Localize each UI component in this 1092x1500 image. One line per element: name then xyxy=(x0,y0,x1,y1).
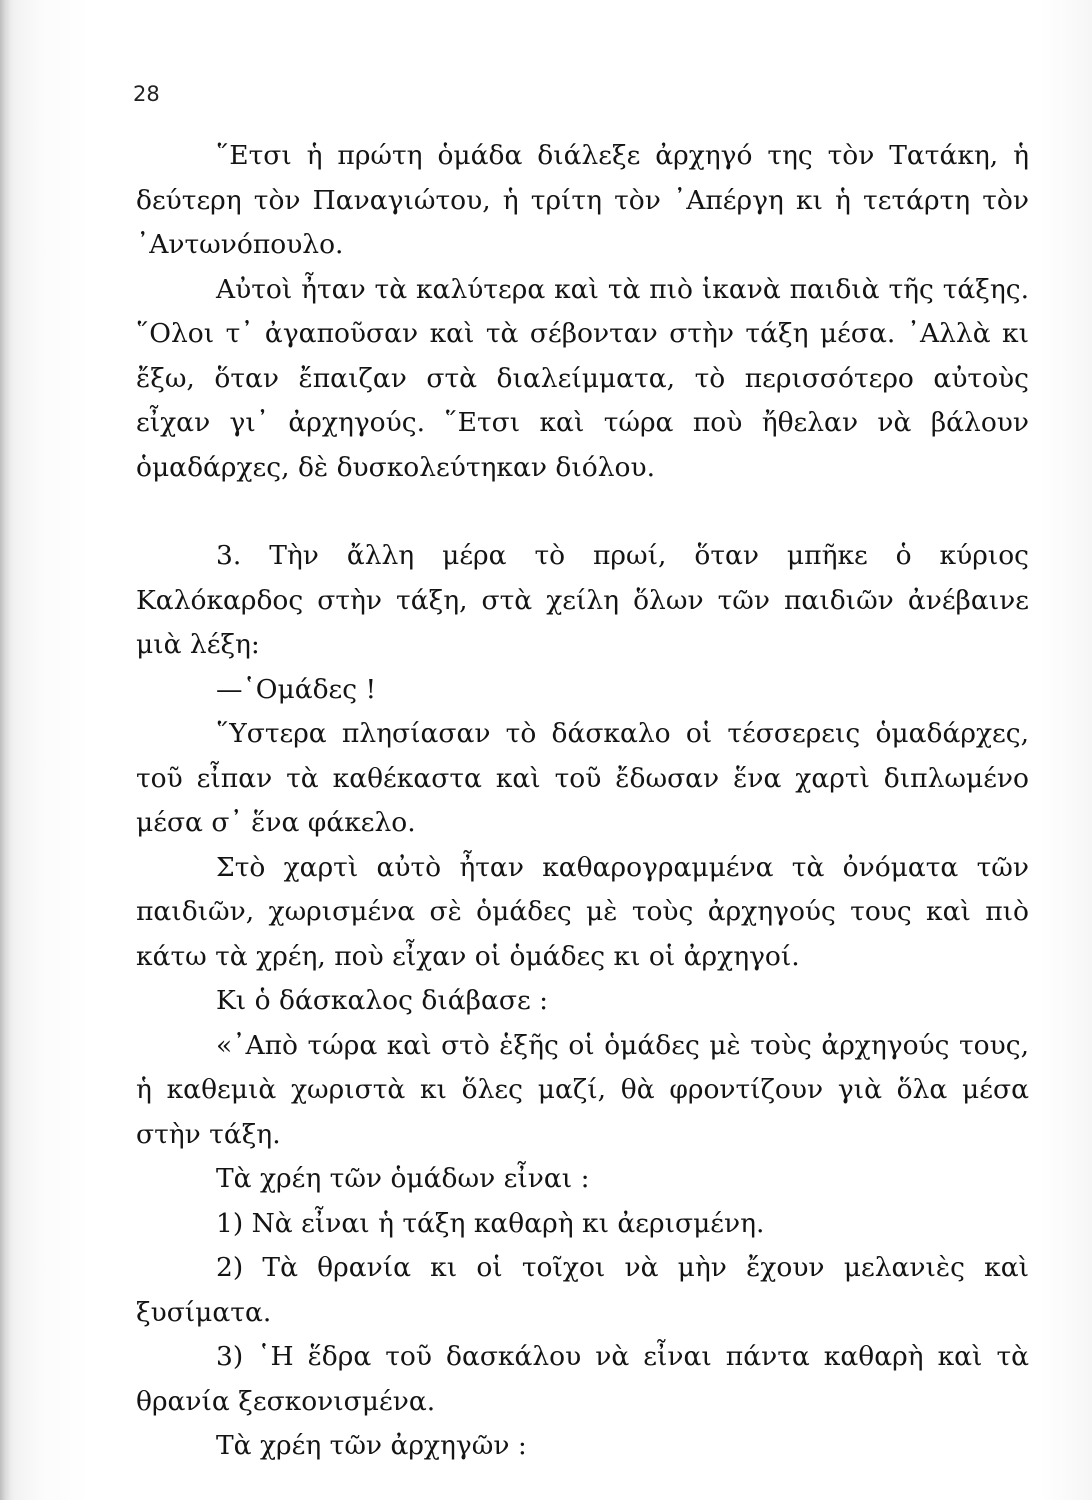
paragraph-3-section-start: 3. Τὴν ἄλλη μέρα τὸ πρωί, ὅταν μπῆκε ὁ κύριος Καλόκαρδος στὴν τάξη, στὰ χείλη ὅλων τῶν παιδιῶν ἀνέβαινε μιὰ λέξη: xyxy=(136,540,1029,660)
list-item-2: 2) Τὰ θρανία κι οἱ τοῖχοι νὰ μὴν ἔχουν μελανιὲς καὶ ξυσίματα. xyxy=(136,1252,1029,1328)
paragraph-6: Στὸ χαρτὶ αὐτὸ ἦταν καθαρογραμμένα τὰ ὀνόματα τῶν παιδιῶν, χωρισμένα σὲ ὁμάδες μὲ τοὺς ἀρχηγούς τους καὶ πιὸ κάτω τὰ χρέη, ποὺ εἶχαν οἱ ὁμάδες κι οἱ ἀρχηγοί. xyxy=(136,851,1029,972)
paragraph-1: ῞Ετσι ἡ πρώτη ὁμάδα διάλεξε ἀρχηγό της τὸν Τατάκη, ἡ δεύτερη τὸν Παναγιώτου, ἡ τρίτη τὸν ᾿Απέργη κι ἡ τετάρτη τὸν ᾿Αντωνόπουλο. xyxy=(136,140,1029,260)
paragraph-4-exclamation: —῾Ομάδες ! xyxy=(216,673,377,705)
paragraph-2: Αὐτοὶ ἦταν τὰ καλύτερα καὶ τὰ πιὸ ἱκανὰ παιδιὰ τῆς τάξης. ῞Ολοι τ᾿ ἀγαποῦσαν καὶ τὰ σέβονταν στὴν τάξη μέσα. ᾿Αλλὰ κι ἔξω, ὅταν ἔπαιζαν στὰ διαλείμματα, τὸ περισσότερο αὐτοὺς εἶχαν γι᾿ ἀρχηγούς. ῞Ετσι καὶ τώρα ποὺ ἤθελαν νὰ βάλουν ὁμαδάρχες, δὲ δυσκολεύτηκαν διόλου. xyxy=(136,273,1029,483)
paragraph-8-quote-start: «᾿Απὸ τώρα καὶ στὸ ἑξῆς οἱ ὁμάδες μὲ τοὺς ἀρχηγούς τους, ἡ καθεμιὰ χωριστὰ κι ὅλες μαζί, θὰ φροντίζουν γιὰ ὅλα μέσα στὴν τάξη. xyxy=(136,1029,1029,1150)
paragraph-5: ῞Υστερα πλησίασαν τὸ δάσκαλο οἱ τέσσερεις ὁμαδάρχες, τοῦ εἶπαν τὰ καθέκαστα καὶ τοῦ ἔδωσαν ἕνα χαρτὶ διπλωμένο μέσα σ᾿ ἕνα φάκελο. xyxy=(136,718,1029,838)
page-number: 28 xyxy=(133,82,160,106)
paragraph-7: Κι ὁ δάσκαλος διάβασε : xyxy=(216,985,549,1016)
list-item-3: 3) ῾Η ἕδρα τοῦ δασκάλου νὰ εἶναι πάντα καθαρὴ καὶ τὰ θρανία ξεσκονισμένα. xyxy=(136,1341,1029,1417)
paragraph-leaders-duties: Τὰ χρέη τῶν ἀρχηγῶν : xyxy=(216,1430,527,1461)
page-gutter-shadow xyxy=(0,0,10,1500)
list-item-1: 1) Νὰ εἶναι ἡ τάξη καθαρὴ κι ἀερισμένη. xyxy=(216,1207,765,1239)
body-text xyxy=(136,134,1029,1469)
paragraph-9: Τὰ χρέη τῶν ὁμάδων εἶναι : xyxy=(216,1163,590,1194)
